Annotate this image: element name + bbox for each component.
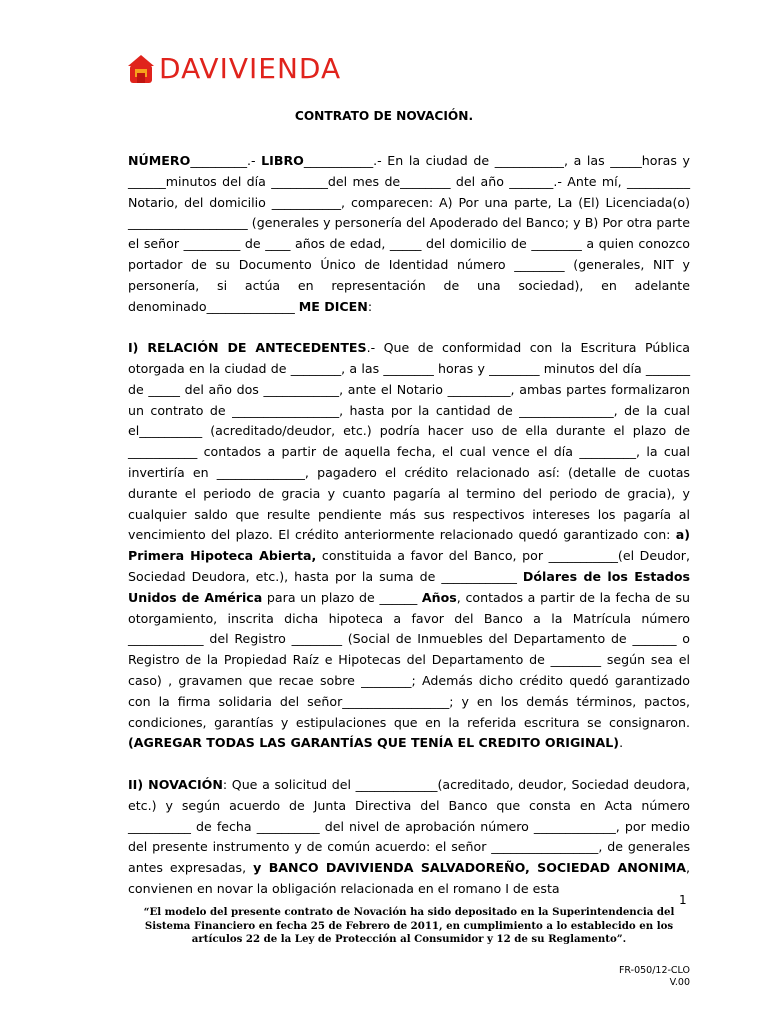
contract-body [128,151,690,900]
text-run: . [619,735,624,751]
text-run: .- Que de conformidad con la Escritura Pública otorgada en la ciudad de ________, a las ________ horas y ________ minutos del día _______ de _____ del año dos ____________, ante el Notario __________, ambas partes formalizaron un contrato de _________________, hasta por la cantidad de _______________, de la cual el__________ (acreditado/deudor, etc.) podría hacer uso de ella durante el plazo de ___________ contados a partir de aquella fecha, el cual vence el día _________, la cual invertiría en ______________, pagadero el crédito relacionado así: (detalle de cuotas durante el periodo de gracia y cuanto pagaría al termino del periodo de gracia), y cualquier saldo que resulte pendiente más sus respectivos intereses los pagaría al vencimiento del plazo. El crédito anteriormente relacionado quedó garantizado con: [128,340,690,543]
text-run: , convienen en novar la obligación relacionada en el romano I de esta [128,860,690,896]
bold-text-run: Dólares de los Estados Unidos de América [128,568,690,605]
bold-text-run: NÚMERO [128,153,191,168]
house-icon [127,54,155,84]
text-run: _________.- [190,153,262,168]
text-run: : [367,298,373,314]
text-run: ___________.- En la ciudad de ___________, a las _____horas y ______minutos del día _________del mes de________ del año _______.- Ante mí, __________ Notario, del domicilio ___________, comparecen: A) Por una parte, La (El) Licenciada(o) ___________________ (generales y personería del Apoderado del Banco; y B) Por otra parte el señor _________ de ____ años de edad, _____ del domicilio de ________ a quien conozco portador de su Documento Único de Identidad número ________ (generales, NIT y personería, si actúa en representación de una sociedad), en adelante denominado______________ [128,153,690,314]
paragraph-novacion [128,775,690,900]
form-code-block [619,965,690,989]
text-run: , contados a partir de la fecha de su otorgamiento, inscrita dicha hipoteca a favor del Banco a la Matrícula número ____________ del Registro ________ (Social de Inmuebles del Departamento de _______ o Registro de la Propiedad Raíz e Hipotecas del Departamento de ________ según sea el caso) , gravamen que recae sobre ________; Además dicho crédito quedó garantizado con la firma solidaria del señor_________________; y en los demás términos, pactos, condiciones, garantías y estipulaciones que en la referida escritura se consignaron. [128,589,690,730]
footer-note: “El modelo del presente contrato de Novación ha sido depositado en la Superintendencia del Sistema Financiero en fecha 25 de Febrero de 2011, en cumplimiento a lo establecido en los artículos 22 de la Ley de Protección al Consumidor y 12 de su Reglamento”. [143,906,675,945]
davivienda-logo [127,52,341,86]
paragraph-antecedentes [128,338,690,754]
bold-text-run: I) RELACIÓN DE ANTECEDENTES [128,340,367,356]
text-run: constituida a favor del Banco, por ___________(el Deudor, Sociedad Deudora, etc.), hasta por la suma de ____________ [128,548,690,584]
bold-text-run: y BANCO DAVIVIENDA SALVADOREÑO, SOCIEDAD ANONIMA [253,860,686,876]
document-title: CONTRATO DE NOVACIÓN. [294,109,474,123]
bold-text-run: Años [421,589,457,605]
logo-wordmark: DAVIVIENDA [159,52,342,85]
bold-text-run: II) NOVACIÓN [128,776,223,792]
text-run: para un plazo de ______ [262,589,422,605]
paragraph-intro [128,151,690,317]
bold-text-run: ME DICEN [298,298,368,314]
form-version: V.00 [669,977,690,988]
bold-text-run: (AGREGAR TODAS LAS GARANTÍAS QUE TENÍA EL CREDITO ORIGINAL) [128,735,620,751]
text-run: : Que a solicitud del _____________(acreditado, deudor, Sociedad deudora, etc.) y según acuerdo de Junta Directiva del Banco que consta en Acta número __________ de fecha __________ del nivel de aprobación número _____________, por medio del presente instrumento y de común acuerdo: el señor _________________, de generales antes expresadas, [128,776,690,876]
page-number: 1 [679,893,687,907]
bold-text-run: LIBRO [261,153,304,168]
bold-text-run: a) Primera Hipoteca Abierta, [128,527,690,564]
form-code: FR-050/12-CLO [618,965,690,976]
